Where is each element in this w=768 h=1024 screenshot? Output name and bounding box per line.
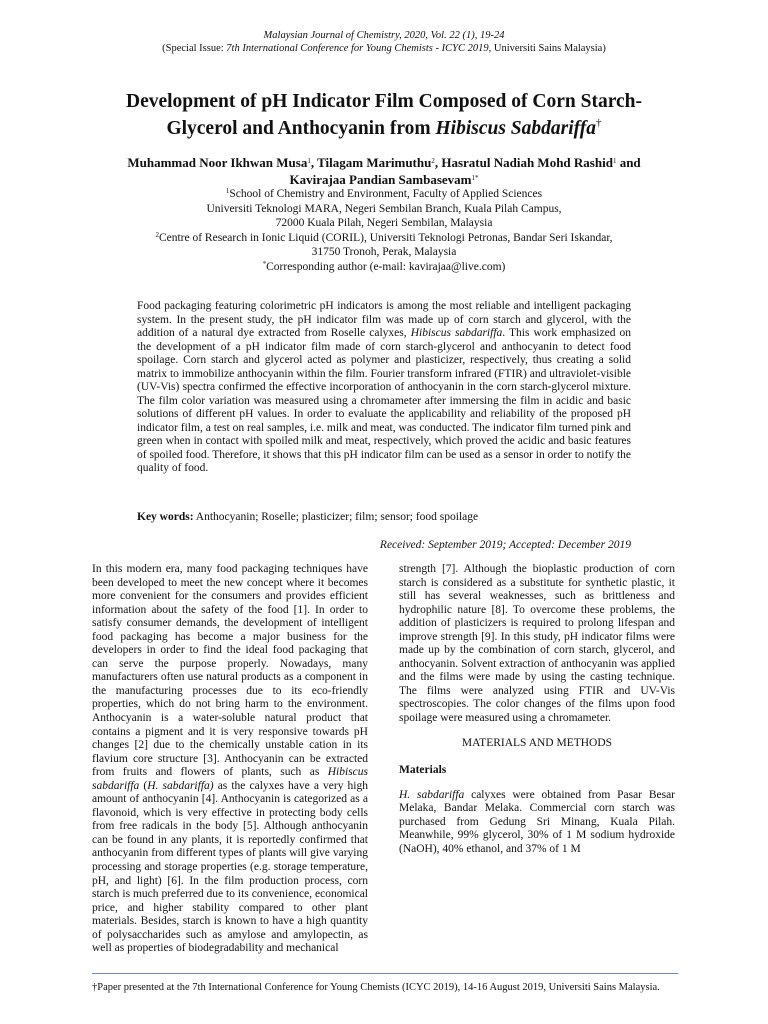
footnote-divider <box>92 973 678 974</box>
methods-species: H. sabdariffa <box>399 788 465 801</box>
intro-paragraph <box>92 563 368 956</box>
journal-citation: Malaysian Journal of Chemistry, 2020, Vol. 22 (1), 19-24 <box>263 30 505 41</box>
keywords-text: Anthocyanin; Roselle; plasticizer; film; sensor; food spoilage <box>193 511 479 523</box>
abstract-text-2: . This work emphasized on the development of a pH indicator film made of corn starch-glycerol and anthocyanin to detect food spoilage. Corn starch and glycerol acted as polymer and plasticizer, respectively, thus creating a solid matrix to immobilize anthocyanin within the film. Fourier transform infrared (FTIR) and ultraviolet-visible (UV-Vis) spectra confirmed the effective incorporation of anthocyanin in the corn starch-glycerol mixture. The film color variation was measured using a chromameter after immersing the film in acidic and basic solutions of different pH values. In order to evaluate the applicability and reliability of the proposed pH indicator film, a test on real samples, i.e. milk and meat, was conducted. The indicator film turned pink and green when in contact with spoiled milk and meat, respectively, which proved the acidic and basic features of spoiled food. Therefore, it shows that this pH indicator film can be used as a sensor in order to notify the quality of food. <box>137 327 632 474</box>
intro-paragraph-continued: strength [7]. Although the bioplastic production of corn starch is considered as a substitute for synthetic plastic, it still has several weaknesses, such as brittleness and hydrophilic nature [8]. To overcome these problems, the addition of plasticizers is required to prolong lifespan and improve strength [9]. In this study, pH indicator films were made up by the combination of corn starch, glycerol, and anthocyanin. Solvent extraction of anthocyanin was applied and the films were made by using the casting technique. The films were analyzed using FTIR and UV-Vis spectroscopies. The color changes of the films upon food spoilage were measured using a chromameter. <box>399 563 675 725</box>
subsection-heading: Materials <box>399 764 447 777</box>
abstract <box>137 300 631 476</box>
footnote: †Paper presented at the 7th International Conference for Young Chemists (ICYC 2019), 14-16 August 2019, Universiti Sains Malaysia. <box>92 982 660 993</box>
intro-text-2: ( <box>139 779 148 792</box>
author-4-affil: 1* <box>471 173 479 182</box>
body-column-left <box>92 563 368 956</box>
keywords <box>137 510 631 524</box>
title-line-1: Development of pH Indicator Film Composed of Corn Starch- <box>125 91 642 112</box>
affiliation-line-5: 31750 Tronoh, Perak, Malaysia <box>311 246 457 259</box>
affiliation-line-3: 72000 Kuala Pilah, Negeri Sembilan, Malaysia <box>275 217 493 230</box>
affiliations <box>60 187 708 275</box>
methods-text: calyxes were obtained from Pasar Besar Melaka, Bandar Melaka. Commercial corn starch was purchased from Gedung Sri Minang, Kuala Pilah. Meanwhile, 99% glycerol, 30% of 1 M sodium hydroxide (NaOH), 40% ethanol, and 37% of 1 M <box>399 788 676 855</box>
affiliation-mark-1: 1 <box>225 187 230 195</box>
title-line-2: Glycerol and Anthocyanin from <box>166 118 436 139</box>
author-3-affil: 1 <box>612 157 617 165</box>
intro-text-3: as the calyxes have a very high amount of anthocyanin [4]. Anthocyanin is categorized as a flavonoid, which is very effective in protecting body cells from free radicals in the body [5]. Although anthocyanin can be found in any plants, it is reportedly confirmed that anthocyanin from different types of plants will give varying processing and storage properties (e.g. storage temperature, pH, and light) [6]. In the film production process, corn starch is much preferred due to its convenience, economical price, and higher stability compared to other plant materials. Besides, starch is known to have a high quantity of polysaccharides such as amylose and amylopectin, as well as properties of biodegradability and mechanical <box>92 779 368 955</box>
author-and: and <box>616 155 641 170</box>
author-separator: , <box>434 155 442 170</box>
title-dagger: † <box>596 117 602 129</box>
abstract-text-1: Food packaging featuring colorimetric pH indicators is among the most reliable and intelligent packaging system. In the present study, the pH indicator film was made up of corn starch and glycerol, with the addition of a natural dye extracted from Roselle calyxes, <box>137 300 631 339</box>
received-dates: Received: September 2019; Accepted: December 2019 <box>379 539 631 551</box>
intro-text-1: In this modern era, many food packaging techniques have been developed to meet the new concept where it becomes more convenient for the consumers and provides efficient information about the safety of the food [1]. In order to satisfy consumer demands, the development of intelligent food packaging has become a major business for the developers in order to find the ideal food packaging that can serve the purpose properly. Nowadays, many manufacturers often use natural products as a component in the manufacturing processes due to its eco-friendly properties, which do not bring harm to the environment. Anthocyanin is a water-soluble natural product that contains a pigment and it is very responsive towards pH changes [2] due to the chemically unstable cation in its flavium core structure [3]. Anthocyanin can be extracted from fruits and flowers of plants, such as <box>92 563 368 779</box>
section-heading: MATERIALS AND METHODS <box>461 736 613 749</box>
body-column-right <box>399 563 675 856</box>
special-issue-suffix: , Universiti Sains Malaysia) <box>488 43 606 54</box>
affiliation-text: Centre of Research in Ionic Liquid (CORIL), Universiti Teknologi Petronas, Bandar Seri Iskandar, <box>158 231 613 244</box>
author-1: Muhammad Noor Ikhwan Musa <box>127 155 308 170</box>
author-2-affil: 2 <box>431 157 435 165</box>
author-3: Hasratul Nadiah Mohd Rashid <box>441 155 613 170</box>
intro-species-2: H. sabdariffa) <box>147 779 214 792</box>
affiliation-line-1 <box>60 187 708 202</box>
affiliation-mark-2: 2 <box>155 230 159 239</box>
author-1-affil: 1 <box>307 157 311 165</box>
affiliation-text: School of Chemistry and Environment, Faculty of Applied Sciences <box>229 188 543 200</box>
affiliation-line-4 <box>60 231 708 246</box>
author-2: Tilagam Marimuthu <box>317 155 432 170</box>
author-list <box>90 155 678 188</box>
special-issue-prefix: (Special Issue: <box>162 43 227 54</box>
author-separator: , <box>310 155 318 170</box>
title-species: Hibiscus Sabdariffa <box>435 118 597 139</box>
corresponding-mark: * <box>262 259 267 268</box>
corresponding-text: Corresponding author (e-mail: kavirajaa@live.com) <box>266 260 506 273</box>
intro-species-1: Hibiscus sabdariffa <box>92 766 368 792</box>
paper-title <box>60 88 708 142</box>
methods-paragraph <box>399 789 675 857</box>
keywords-label: Key words: <box>137 511 194 523</box>
corresponding-author <box>60 260 708 275</box>
conference-name: 7th International Conference for Young Chemists - ICYC 2019 <box>226 43 489 54</box>
special-issue-note <box>0 42 768 55</box>
affiliation-line-2: Universiti Teknologi MARA, Negeri Sembilan Branch, Kuala Pilah Campus, <box>206 202 562 215</box>
abstract-species: Hibiscus sabdariffa <box>410 327 503 339</box>
author-4: Kavirajaa Pandian Sambasevam <box>289 171 472 187</box>
